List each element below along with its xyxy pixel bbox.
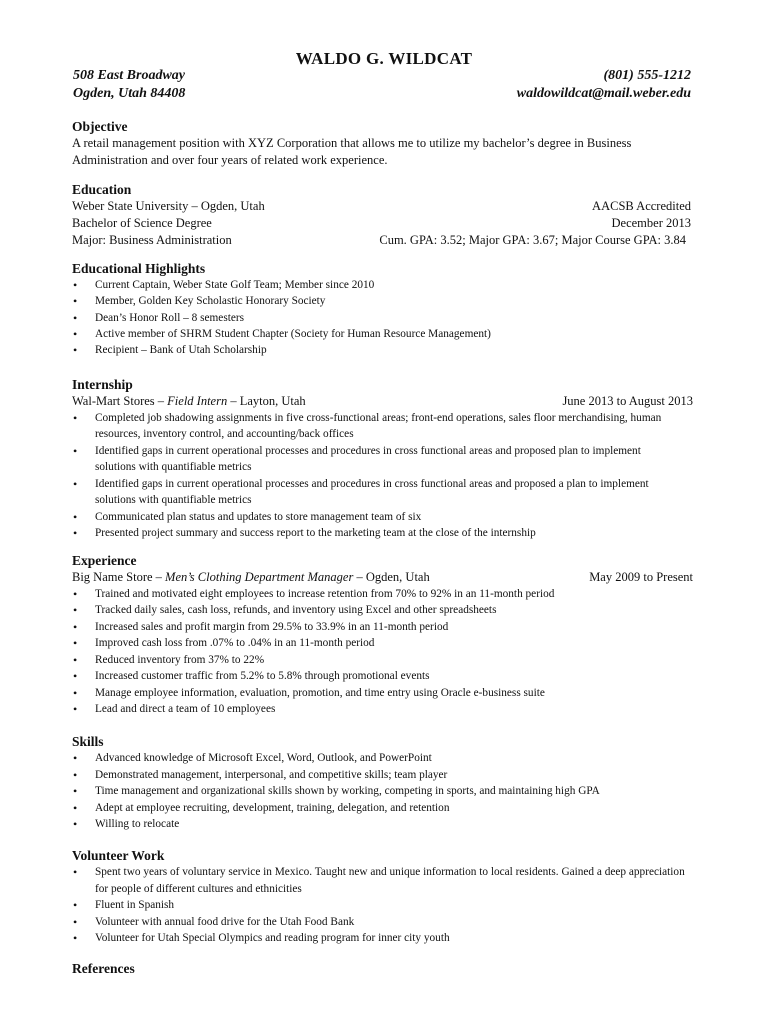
education-row-degree [72, 215, 691, 232]
experience-dates: May 2009 to Present [589, 570, 693, 584]
list-item: • Communicated plan status and updates to store management team of six [72, 509, 672, 526]
list-item: • Willing to relocate [72, 816, 694, 833]
internship-employer: Wal-Mart Stores [72, 394, 155, 408]
separator: – [227, 394, 240, 408]
references-heading: References [72, 961, 135, 976]
list-item: • Presented project summary and success report to the marketing team at the close of the internship [72, 525, 672, 542]
highlights-heading: Educational Highlights [72, 261, 206, 276]
phone-number: (801) 555-1212 [603, 68, 691, 83]
highlights-list [72, 277, 694, 358]
experience-row [72, 569, 693, 586]
list-item: • Member, Golden Key Scholastic Honorary Society [72, 293, 694, 309]
list-item: • Identified gaps in current operational processes and procedures in cross functional areas and proposed a plan to implement solutions with quantifiable metrics [72, 476, 672, 509]
list-item: • Reduced inventory from 37% to 22% [72, 652, 693, 669]
list-item: • Dean’s Honor Roll – 8 semesters [72, 310, 694, 326]
list-item: • Lead and direct a team of 10 employees [72, 701, 693, 718]
list-item: • Fluent in Spanish [72, 897, 692, 914]
list-item: • Current Captain, Weber State Golf Team; Member since 2010 [72, 277, 694, 293]
education-heading: Education [72, 182, 132, 197]
internship-heading: Internship [72, 377, 133, 392]
list-item: • Spent two years of voluntary service in Mexico. Taught new and unique information to local residents. Gained a deep appreciation for people of different cultures and ethnicities [72, 864, 692, 897]
graduation-date: December 2013 [611, 215, 691, 230]
experience-list [72, 586, 693, 718]
list-item: • Tracked daily sales, cash loss, refunds, and inventory using Excel and other spreadsheets [72, 602, 693, 619]
list-item: • Increased customer traffic from 5.2% to 5.8% through promotional events [72, 668, 693, 685]
address-line-1: 508 East Broadway [73, 68, 186, 83]
list-item: • Active member of SHRM Student Chapter (Society for Human Resource Management) [72, 326, 694, 342]
experience-section [72, 552, 693, 718]
experience-heading: Experience [72, 553, 137, 568]
list-item: • Completed job shadowing assignments in five cross-functional areas; front-end operations, sales floor merchandising, human resources, inventory control, and accounting/back offices [72, 410, 672, 443]
experience-location: Ogden, Utah [365, 570, 430, 584]
experience-employer: Big Name Store [72, 570, 153, 584]
highlights-section [72, 260, 694, 358]
list-item: • Manage employee information, evaluation, promotion, and time entry using Oracle e-business suite [72, 685, 693, 702]
internship-dates: June 2013 to August 2013 [562, 394, 693, 408]
skills-section [72, 733, 694, 833]
list-item: • Adept at employee recruiting, development, training, delegation, and retention [72, 800, 694, 817]
candidate-name: WALDO G. WILDCAT [295, 49, 473, 68]
list-item: • Increased sales and profit margin from 29.5% to 33.9% in an 11-month period [72, 619, 693, 636]
accreditation: AACSB Accredited [592, 199, 691, 213]
list-item: • Identified gaps in current operational processes and procedures in cross functional areas and proposed plan to implement solutions with quantifiable metrics [72, 443, 672, 476]
skills-heading: Skills [72, 734, 104, 749]
volunteer-heading: Volunteer Work [72, 848, 165, 863]
list-item: • Time management and organizational skills shown by working, competing in sports, and maintaining high GPA [72, 783, 694, 800]
experience-role: Men’s Clothing Department Manager [165, 570, 354, 584]
list-item: • Recipient – Bank of Utah Scholarship [72, 342, 694, 358]
internship-row [72, 393, 693, 410]
list-item: • Volunteer with annual food drive for the Utah Food Bank [72, 914, 692, 931]
internship-list [72, 410, 672, 542]
email-address: waldowildcat@mail.weber.edu [516, 86, 691, 101]
gpa: Cum. GPA: 3.52; Major GPA: 3.67; Major Course GPA: 3.84 [379, 232, 686, 247]
volunteer-list [72, 864, 692, 947]
list-item: • Demonstrated management, interpersonal, and competitive skills; team player [72, 767, 694, 784]
education-row-school [72, 198, 691, 215]
objective-text: A retail management position with XYZ Corporation that allows me to utilize my bachelor’s degree in Business Administration and over four years of related work experience. [72, 136, 632, 167]
education-row-major [72, 232, 691, 249]
list-item: • Improved cash loss from .07% to .04% in an 11-month period [72, 635, 693, 652]
list-item: • Advanced knowledge of Microsoft Excel, Word, Outlook, and PowerPoint [72, 750, 694, 767]
education-section [72, 181, 691, 248]
volunteer-section [72, 847, 694, 947]
references-section [72, 960, 694, 977]
objective-heading: Objective [72, 119, 128, 134]
skills-list [72, 750, 694, 833]
list-item: • Volunteer for Utah Special Olympics and reading program for inner city youth [72, 930, 692, 947]
list-item: • Trained and motivated eight employees to increase retention from 70% to 92% in an 11-month period [72, 586, 693, 603]
degree: Bachelor of Science Degree [72, 215, 212, 230]
internship-section [72, 376, 693, 542]
address-line-2: Ogden, Utah 84408 [73, 86, 186, 101]
separator: – [154, 394, 168, 408]
separator: – [353, 570, 366, 584]
school-name: Weber State University – Ogden, Utah [72, 199, 265, 213]
internship-role: Field Intern [167, 394, 228, 408]
separator: – [152, 570, 166, 584]
objective-section [72, 118, 694, 168]
major: Major: Business Administration [72, 232, 232, 247]
internship-location: Layton, Utah [239, 394, 306, 408]
